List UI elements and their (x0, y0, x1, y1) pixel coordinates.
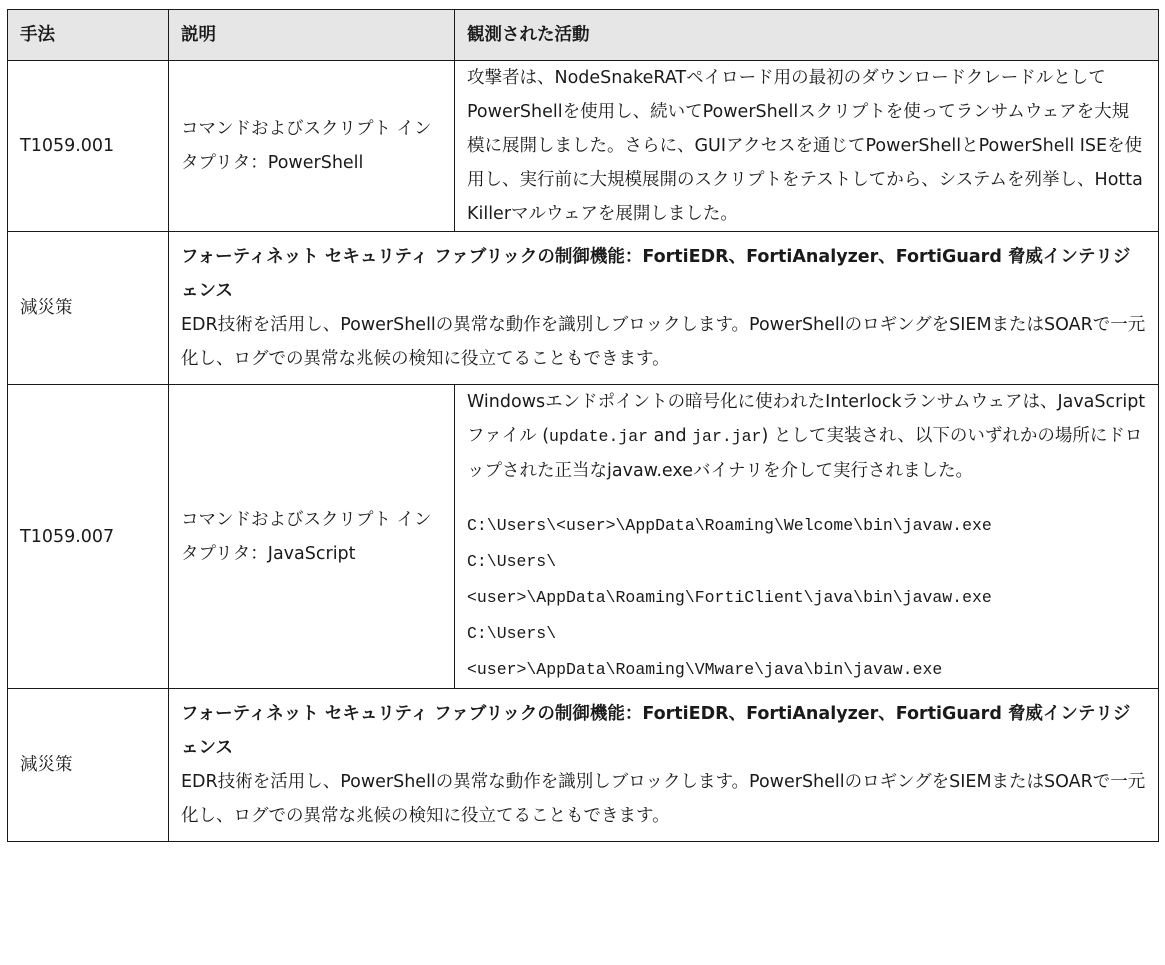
file-path: C:\Users\<user>\AppData\Roaming\Welcome\bin\javaw.exe (467, 516, 992, 535)
mitigation-row (8, 232, 1159, 385)
mitigation-content (169, 232, 1159, 385)
observed-activity (455, 385, 1159, 689)
mitigation-text: EDR技術を活用し、PowerShellの異常な動作を識別しブロックします。PowerShellのロギングをSIEMまたはSOARで一元化し、ログでの異常な兆候の検知に役立てることもできます。 (181, 772, 1146, 826)
header-technique: 手法 (8, 10, 169, 61)
file-path: C:\Users\ (467, 624, 557, 643)
observed-activity: 攻撃者は、NodeSnakeRATペイロード用の最初のダウンロードクレードルとしてPowerShellを使用し、続いてPowerShellスクリプトを使ってランサムウェアを大規模に展開しました。さらに、GUIアクセスを通じてPowerShellとPowerShell ISEを使用し、実行前に大規模展開のスクリプトをテストしてから、システムを列挙し、Hotta Killerマルウェアを展開しました。 (455, 61, 1159, 232)
technique-name: コマンドおよびスクリプト インタプリタ：JavaScript (169, 385, 455, 689)
file-path: <user>\AppData\Roaming\FortiClient\java\bin\javaw.exe (467, 588, 992, 607)
file-name: jar.jar (692, 427, 762, 446)
technique-id: T1059.007 (8, 385, 169, 689)
activity-text (467, 385, 1146, 488)
table-row (8, 385, 1159, 689)
mitigation-row (8, 689, 1159, 842)
file-path: <user>\AppData\Roaming\VMware\java\bin\javaw.exe (467, 660, 943, 679)
mitigation-heading: フォーティネット セキュリティ ファブリックの制御機能：FortiEDR、FortiAnalyzer、FortiGuard 脅威インテリジェンス (181, 247, 1131, 301)
activity-text-pre: Windowsエンドポイントの暗号化に使われたInterlockランサムウェアは、JavaScriptファイル ( (467, 392, 1146, 446)
mitigation-label: 減災策 (8, 232, 169, 385)
file-name: update.jar (549, 427, 649, 446)
mitre-technique-table (7, 9, 1159, 842)
table-header-row (8, 10, 1159, 61)
mitigation-label: 減災策 (8, 689, 169, 842)
header-description: 説明 (169, 10, 455, 61)
activity-text-post: ) として実装され、以下のいずれかの場所にドロップされた正当なjavaw.exeバイナリを介して実行されました。 (467, 426, 1143, 481)
mitigation-heading: フォーティネット セキュリティ ファブリックの制御機能：FortiEDR、FortiAnalyzer、FortiGuard 脅威インテリジェンス (181, 704, 1131, 758)
table-row (8, 61, 1159, 232)
path-list (467, 508, 1146, 688)
header-activity: 観測された活動 (455, 10, 1159, 61)
mitigation-text: EDR技術を活用し、PowerShellの異常な動作を識別しブロックします。PowerShellのロギングをSIEMまたはSOARで一元化し、ログでの異常な兆候の検知に役立てることもできます。 (181, 315, 1146, 369)
mitigation-content (169, 689, 1159, 842)
activity-text-and: and (648, 426, 693, 446)
technique-id: T1059.001 (8, 61, 169, 232)
file-path: C:\Users\ (467, 552, 557, 571)
technique-name: コマンドおよびスクリプト インタプリタ：PowerShell (169, 61, 455, 232)
